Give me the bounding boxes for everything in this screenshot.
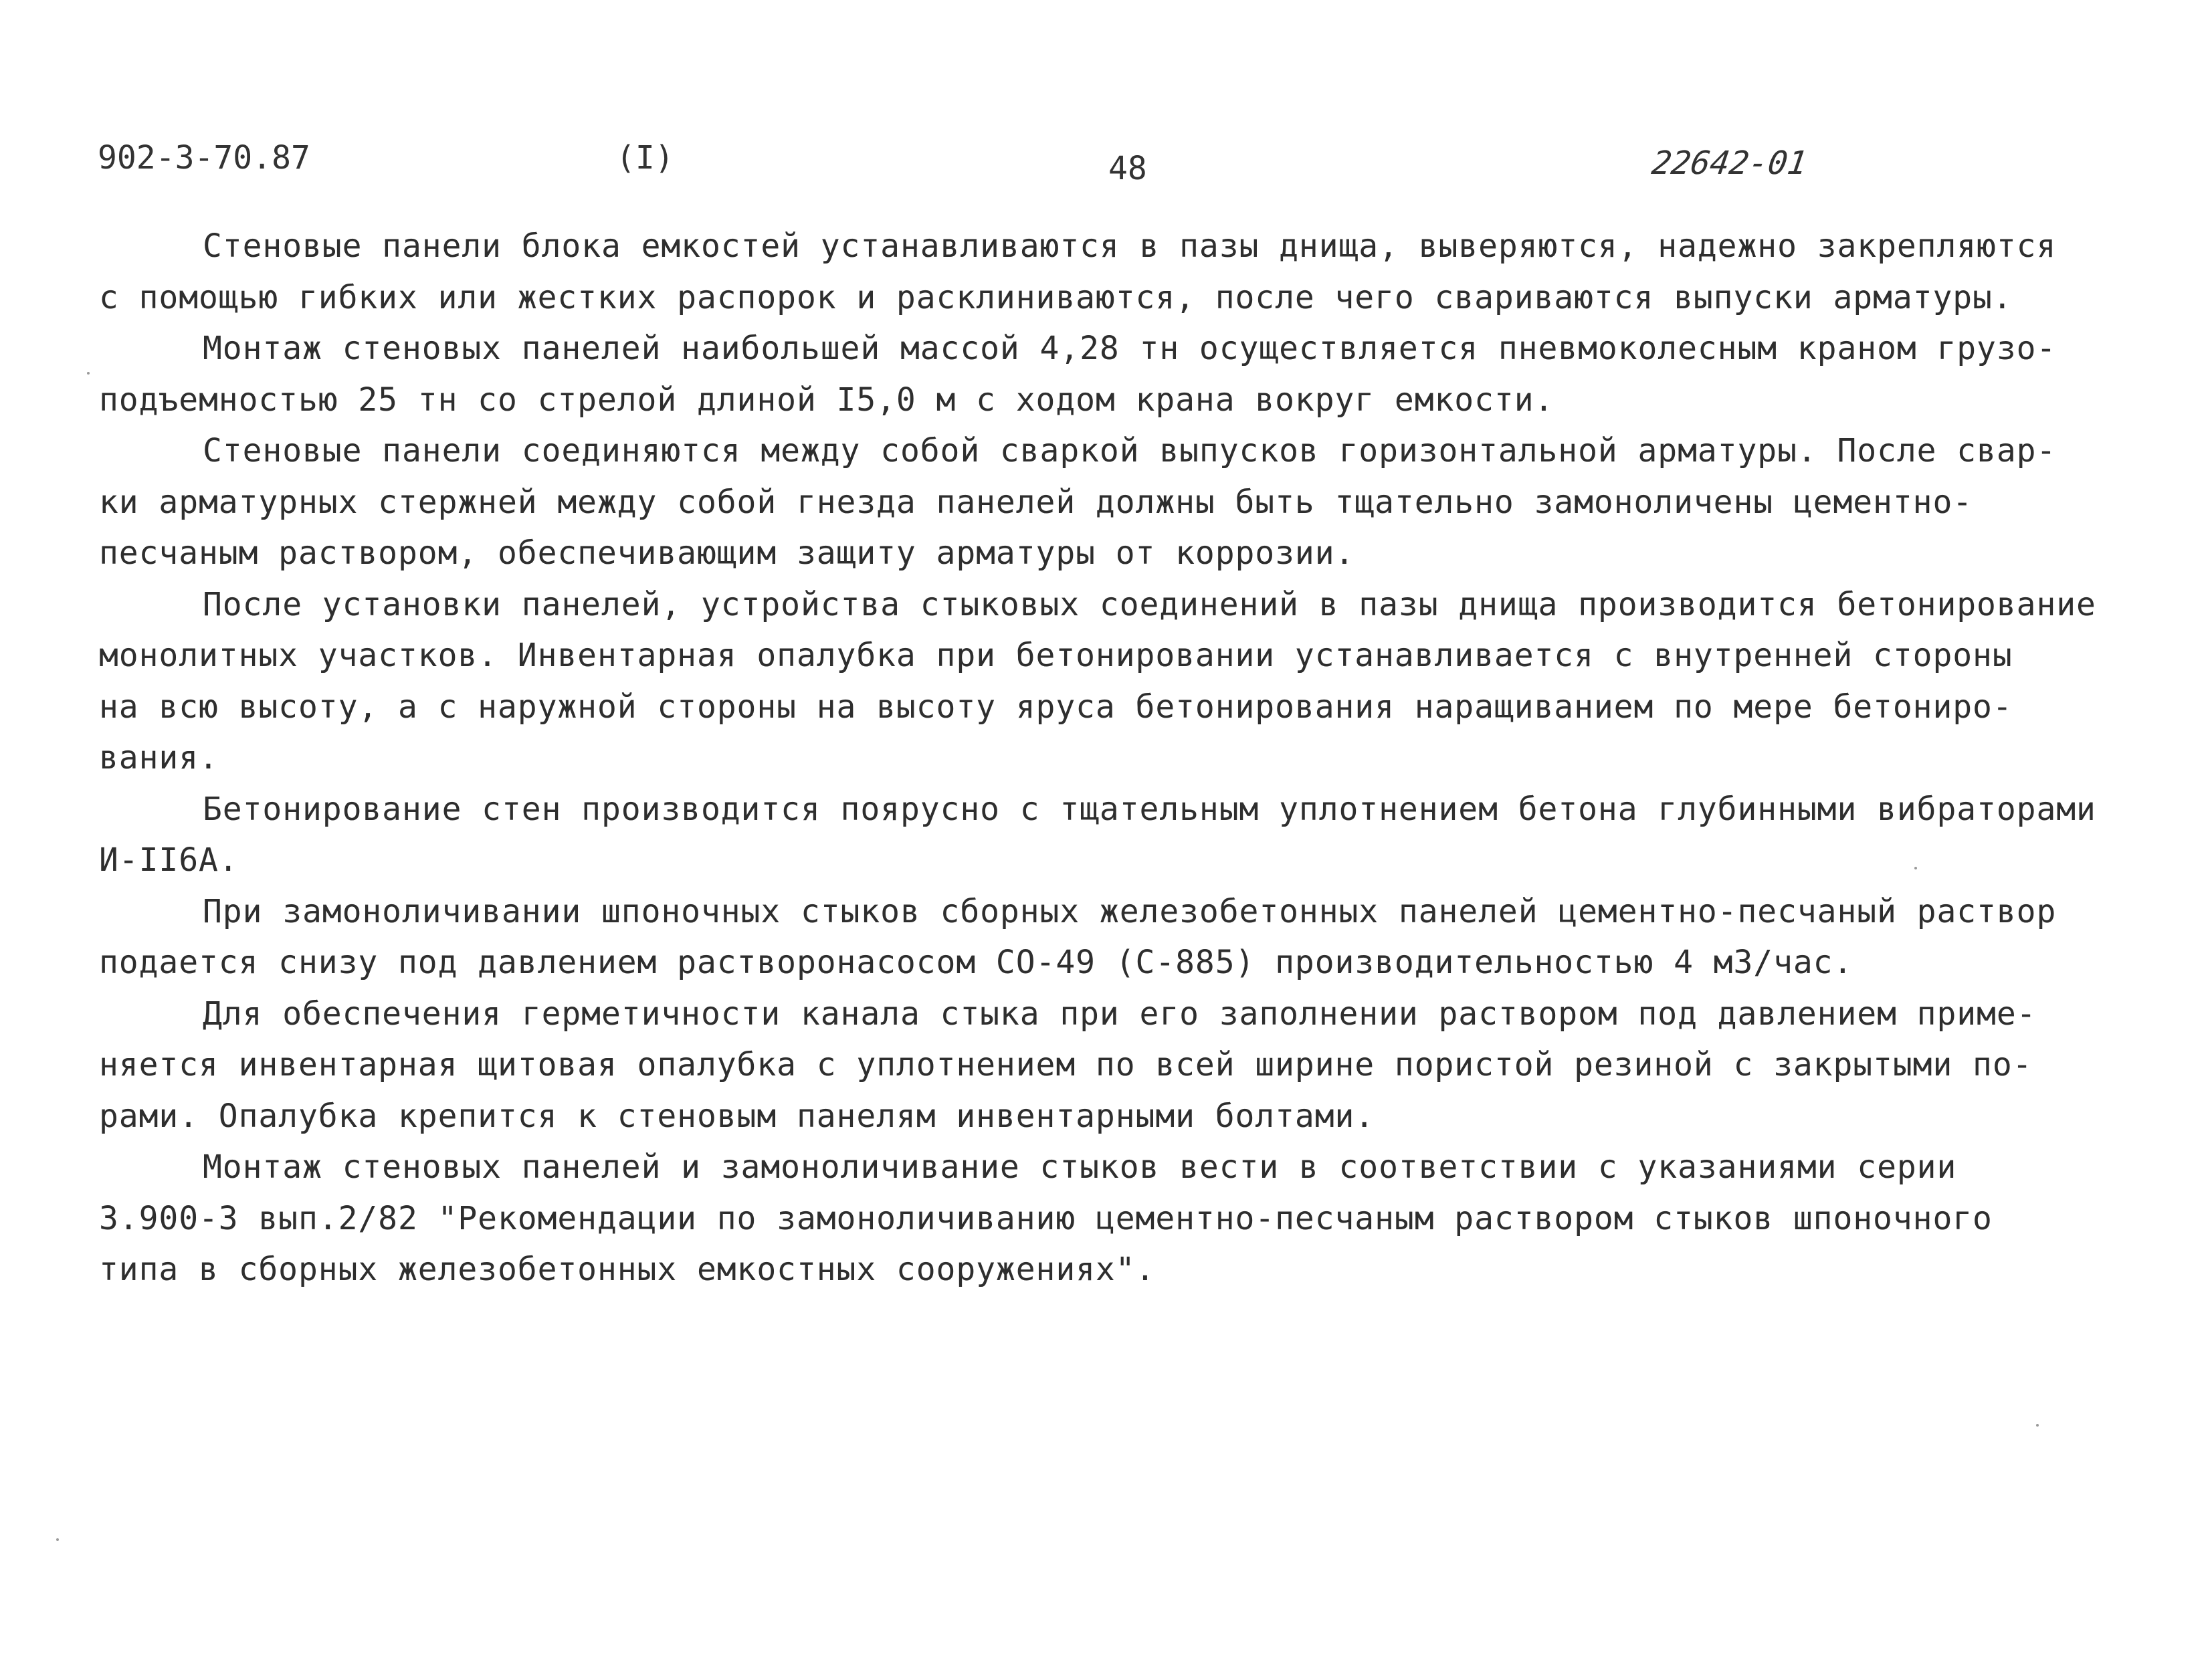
text-line: вания. — [99, 739, 219, 776]
text-line: Для обеспечения герметичности канала стыка при его заполнении раствором под давлением приме- — [203, 995, 2037, 1033]
text-line: на всю высоту, а с наружной стороны на высоту яруса бетонирования наращиванием по мере бетониро- — [99, 688, 2013, 726]
part-number: (I) — [616, 139, 674, 177]
text-line: ки арматурных стержней между собой гнезда панелей должны быть тщательно замоноличены цементно- — [99, 483, 1973, 521]
text-line: Бетонирование стен производится поярусно с тщательным уплотнением бетона глубинными вибраторами — [203, 790, 2096, 828]
page-number: 48 — [1108, 150, 1147, 187]
text-line: няется инвентарная щитовая опалубка с уплотнением по всей ширине пористой резиной с закрытыми по- — [99, 1046, 2033, 1083]
text-line: Монтаж стеновых панелей наибольшей массой 4,28 тн осуществляется пневмоколесным краном грузо- — [203, 330, 2057, 367]
series-code: 902-3-70.87 — [98, 139, 310, 177]
text-line: При замоноличивании шпоночных стыков сборных железобетонных панелей цементно-песчаный раствор — [203, 892, 2057, 930]
text-line: Стеновые панели соединяются между собой сваркой выпусков горизонтальной арматуры. После свар- — [203, 432, 2057, 470]
text-line: И-II6А. — [99, 841, 239, 879]
document-number: 22642-01 — [1649, 144, 1810, 182]
text-line: После установки панелей, устройства стыковых соединений в пазы днища производится бетонирование — [203, 585, 2096, 623]
scan-speck — [56, 1538, 59, 1541]
scan-speck — [2036, 1424, 2039, 1427]
text-line: с помощью гибких или жестких распорок и расклиниваются, после чего свариваются выпуски арматуры. — [99, 278, 2013, 316]
scan-speck — [87, 372, 90, 375]
text-line: 3.900-3 вып.2/82 "Рекомендации по замоноличиванию цементно-песчаным раствором стыков шпоночного — [99, 1199, 1993, 1237]
text-line: рами. Опалубка крепится к стеновым панелям инвентарными болтами. — [99, 1097, 1375, 1135]
scan-speck — [1914, 867, 1917, 869]
text-line: Стеновые панели блока емкостей устанавливаются в пазы днища, выверяются, надежно закрепляются — [203, 227, 2057, 265]
text-line: монолитных участков. Инвентарная опалубка при бетонировании устанавливается с внутренней стороны — [99, 637, 2013, 674]
body-text — [99, 221, 2159, 1295]
text-line: подается снизу под давлением растворонасосом СО-49 (С-885) производительностью 4 м3/час. — [99, 944, 1853, 981]
text-line: типа в сборных железобетонных емкостных сооружениях". — [99, 1251, 1156, 1288]
text-line: Монтаж стеновых панелей и замоноличивание стыков вести в соответствии с указаниями серии — [203, 1148, 1957, 1186]
text-line: песчаным раствором, обеспечивающим защиту арматуры от коррозии. — [99, 534, 1355, 572]
text-line: подъемностью 25 тн со стрелой длиной I5,0 м с ходом крана вокруг емкости. — [99, 381, 1554, 419]
